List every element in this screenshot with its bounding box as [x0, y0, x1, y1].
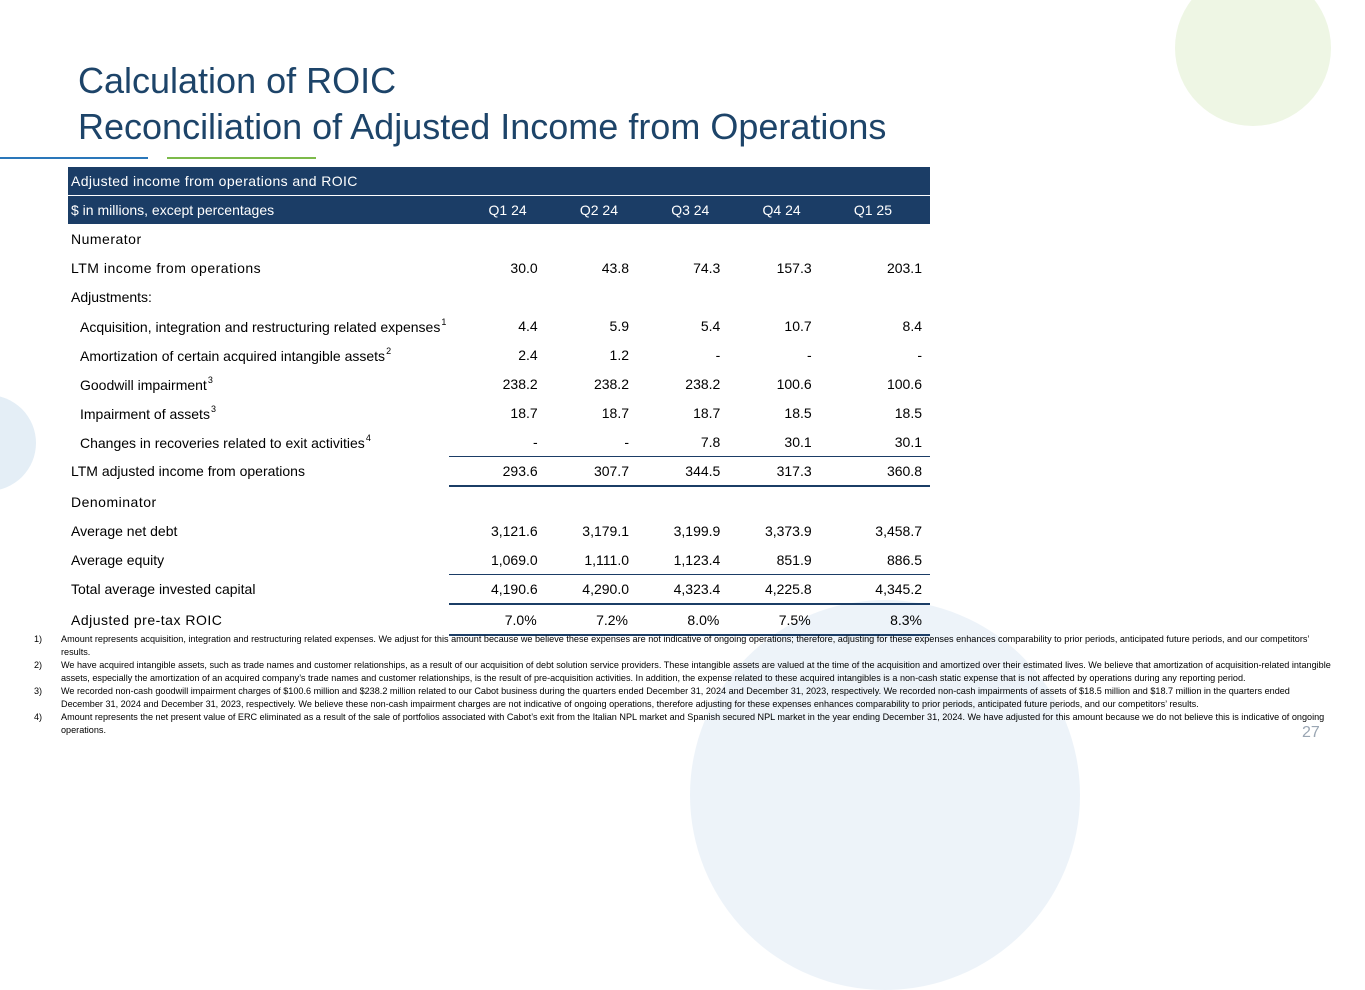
table-cell: 10.7 — [784, 317, 812, 334]
footnote-item — [34, 711, 1334, 737]
column-header: Q1 25 — [815, 196, 930, 225]
title-line-2: Reconciliation of Adjusted Income from Operations — [78, 106, 887, 147]
row-label — [68, 398, 449, 427]
denominator-label: Denominator — [71, 493, 157, 510]
table-header-title-row — [68, 167, 930, 196]
table-cell: 7.5% — [723, 604, 814, 635]
table-cell: 307.7 — [541, 457, 632, 487]
column-header: Q2 24 — [541, 196, 632, 225]
row-label — [68, 427, 449, 457]
table-cell: 157.3 — [776, 259, 812, 276]
row-label-text: Acquisition, integration and restructuring related expenses — [80, 318, 441, 335]
column-header: Q3 24 — [632, 196, 723, 225]
table-cell: 238.2 — [593, 375, 629, 392]
table-cell: 30.0 — [510, 259, 538, 276]
table-cell: 8.3% — [815, 604, 930, 635]
table-row-roic — [68, 604, 930, 635]
row-label: LTM adjusted income from operations — [71, 463, 305, 480]
table-cell: 3,179.1 — [582, 522, 629, 539]
table-cell: 238.2 — [685, 375, 721, 392]
table-row-subtotal — [68, 457, 930, 487]
numerator-section-row — [68, 224, 930, 253]
table-cell: 293.6 — [449, 457, 540, 487]
row-label: Total average invested capital — [71, 581, 256, 598]
table-cell: - — [715, 346, 721, 363]
footnote-number: 2) — [34, 660, 43, 670]
footnotes — [34, 633, 1334, 737]
table-cell: 1,123.4 — [673, 551, 721, 568]
row-label: Average equity — [71, 551, 165, 568]
table-header-title: Adjusted income from operations and ROIC — [68, 167, 930, 196]
table-row — [68, 253, 930, 282]
row-label: LTM income from operations — [71, 259, 262, 276]
table-row — [68, 340, 930, 369]
footnote-text: We have acquired intangible assets, such as trade names and customer relationships, as a result of our acquisition of debt solution service providers. These intangible assets are valued at the time of the acquisition and amortized over their estimated lives. We believe that amortization of acquisition-related intangible assets, especially the amortization of an acquired company’s trade names and customer relationships, is the result of pre-acquisition activities. In addition, the expense related to these acquired intangibles is a non-cash static expense that is not affected by operations during any reporting period. — [61, 660, 1331, 683]
row-label: Adjusted pre-tax ROIC — [71, 611, 223, 628]
table-cell: 4,323.4 — [632, 575, 723, 605]
numerator-label: Numerator — [71, 230, 142, 247]
footnote-item — [34, 633, 1334, 659]
title-line-1: Calculation of ROIC — [78, 60, 397, 101]
footnote-number: 3) — [34, 686, 43, 696]
decorative-circle-top-right — [1175, 0, 1331, 126]
footnote-ref: 4 — [365, 432, 371, 443]
table-cell: 886.5 — [886, 551, 922, 568]
table-row — [68, 369, 930, 398]
table-cell: 5.4 — [700, 317, 721, 334]
decorative-circle-left — [0, 395, 36, 491]
footnote-ref: 1 — [441, 316, 447, 327]
table-cell: 1,111.0 — [584, 551, 629, 568]
row-label-text: Amortization of certain acquired intangible assets — [80, 347, 386, 364]
table-cell: - — [533, 433, 538, 450]
table-cell: 7.8 — [700, 433, 721, 450]
table-cell: 4,225.8 — [723, 575, 814, 605]
table-cell: 100.6 — [776, 375, 812, 392]
table-cell: 18.5 — [894, 404, 922, 421]
table-cell: 7.0% — [449, 604, 540, 635]
table-cell: 8.4 — [902, 317, 922, 334]
adjustments-section-row — [68, 282, 930, 311]
table-cell: 8.0% — [632, 604, 723, 635]
table-cell: 5.9 — [609, 317, 629, 334]
column-header: Q4 24 — [723, 196, 814, 225]
row-label-text: Impairment of assets — [80, 405, 210, 422]
table-row — [68, 516, 930, 545]
table-header-columns-row — [68, 196, 930, 225]
table-row — [68, 427, 930, 457]
table-cell: 4,290.0 — [541, 575, 632, 605]
footnote-item — [34, 685, 1334, 711]
denominator-section-row — [68, 486, 930, 516]
footnote-ref: 2 — [386, 345, 392, 356]
footnote-number: 4) — [34, 712, 43, 722]
title-underline-blue — [0, 157, 148, 159]
table-cell: 74.3 — [693, 259, 721, 276]
units-label: $ in millions, except percentages — [68, 196, 449, 225]
table-cell: 2.4 — [518, 346, 538, 363]
adjustments-label: Adjustments: — [71, 288, 152, 305]
table-cell: 344.5 — [632, 457, 723, 487]
row-label — [68, 369, 449, 398]
column-header: Q1 24 — [449, 196, 540, 225]
footnote-text: Amount represents the net present value of ERC eliminated as a result of the sale of portfolios associated with Cabot’s exit from the Italian NPL market and Spanish secured NPL market in the year ending December 31, 2024. We have adjusted for this amount because we do not believe this is indicative of ongoing operations. — [61, 712, 1325, 735]
table-cell: 18.7 — [693, 404, 721, 421]
table-cell: 360.8 — [815, 457, 930, 487]
table-row — [68, 545, 930, 575]
footnote-number: 1) — [34, 634, 43, 644]
table-cell: 30.1 — [894, 433, 922, 450]
roic-table — [68, 167, 930, 636]
table-row — [68, 398, 930, 427]
table-cell: 43.8 — [601, 259, 629, 276]
table-cell: - — [624, 433, 629, 450]
table-cell: 4.4 — [518, 317, 538, 334]
table-cell: 3,458.7 — [875, 522, 922, 539]
table-cell: 4,345.2 — [815, 575, 930, 605]
page-number: 27 — [1302, 724, 1320, 741]
table-row — [68, 311, 930, 340]
row-label: Average net debt — [71, 522, 178, 539]
slide-title — [78, 58, 886, 150]
footnote-text: Amount represents acquisition, integration and restructuring related expenses. We adjust for this amount because we believe these expenses are not indicative of ongoing operations; therefore, adjusting for these expenses enhances comparability to prior periods, anticipated future periods, and our competitors’ results. — [61, 634, 1310, 657]
table-cell: 851.9 — [776, 551, 812, 568]
table-cell: 203.1 — [886, 259, 922, 276]
row-label-text: Goodwill impairment — [80, 376, 207, 393]
table-cell: 317.3 — [723, 457, 814, 487]
table-row-subtotal — [68, 575, 930, 605]
footnote-ref: 3 — [210, 403, 216, 414]
footnote-text: We recorded non-cash goodwill impairment charges of $100.6 million and $238.2 million related to our Cabot business during the quarters ended December 31, 2024 and December 31, 2023, respectively. We recorded non-cash impairments of assets of $18.5 million and $18.7 million in the quarters ended December 31, 2024 and December 31, 2023, respectively. We believe these non-cash impairment charges are not indicative of ongoing operations, therefore adjusting for these expenses enhances comparability to prior periods, anticipated future periods, and our competitors’ results. — [61, 686, 1290, 709]
table-cell: 7.2% — [541, 604, 632, 635]
table-cell: 4,190.6 — [449, 575, 540, 605]
title-underline-green — [167, 157, 316, 159]
footnote-item — [34, 659, 1334, 685]
row-label — [68, 340, 449, 369]
table-cell: - — [917, 346, 922, 363]
table-cell: 3,373.9 — [764, 522, 812, 539]
table-cell: 18.7 — [510, 404, 538, 421]
row-label — [68, 311, 449, 340]
table-cell: 3,121.6 — [490, 522, 538, 539]
table-cell: - — [806, 346, 812, 363]
table-cell: 1.2 — [609, 346, 629, 363]
table-cell: 18.5 — [784, 404, 812, 421]
row-label-text: Changes in recoveries related to exit activities — [80, 434, 365, 451]
table-cell: 18.7 — [601, 404, 629, 421]
table-cell: 1,069.0 — [490, 551, 538, 568]
table-cell: 238.2 — [502, 375, 538, 392]
table-cell: 100.6 — [886, 375, 922, 392]
table-cell: 30.1 — [784, 433, 812, 450]
table-cell: 3,199.9 — [673, 522, 721, 539]
footnote-ref: 3 — [207, 374, 213, 385]
